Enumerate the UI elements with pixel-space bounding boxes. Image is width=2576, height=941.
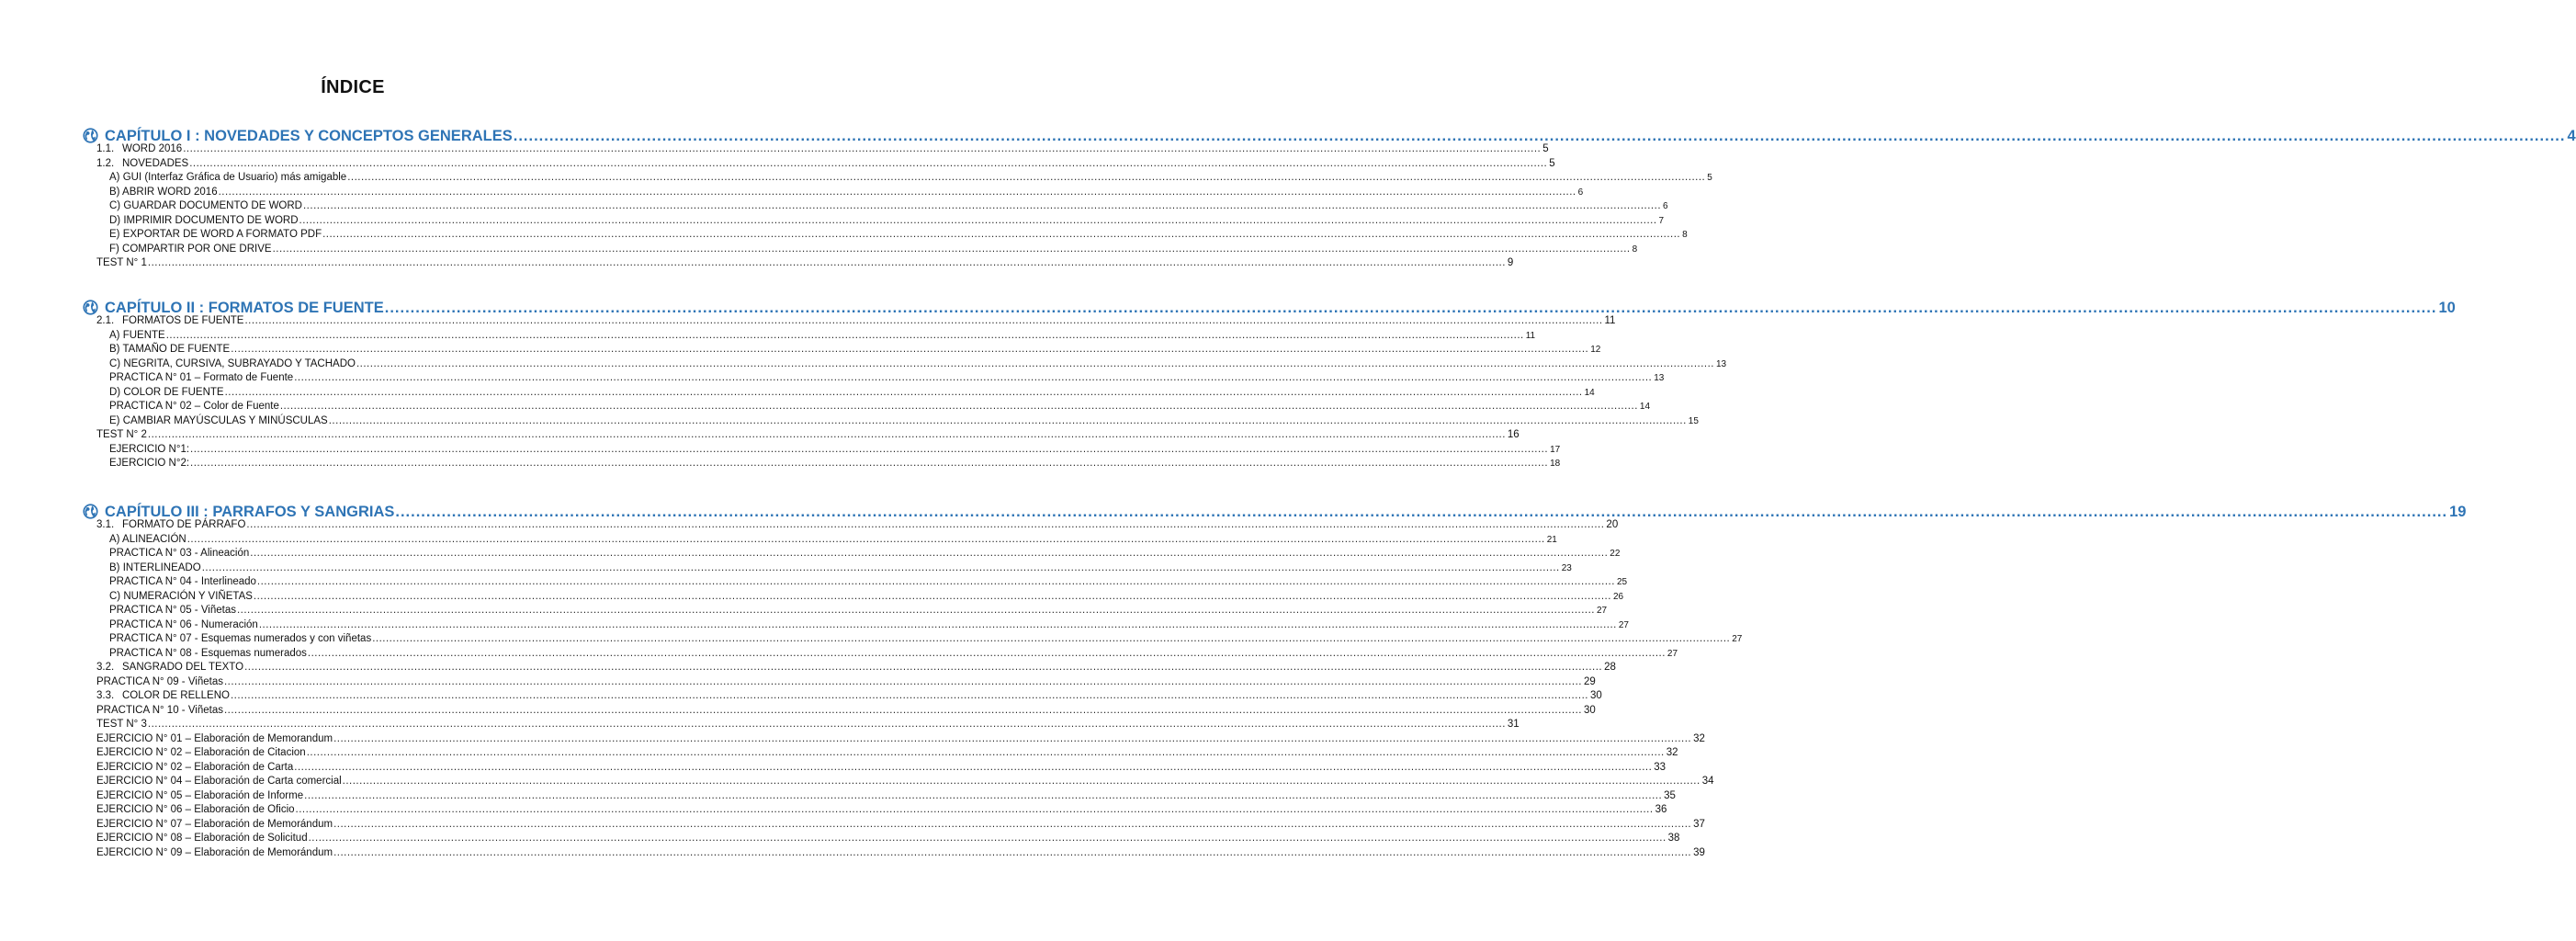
toc-entry[interactable] <box>96 846 1705 861</box>
toc-entry-label <box>109 215 299 226</box>
toc-entry[interactable] <box>109 443 1561 458</box>
toc-entry[interactable] <box>109 414 1699 429</box>
page-number: 11 <box>1525 330 1536 341</box>
toc-entry-text: EJERCICIO N° 07 – Elaboración de Memorándum <box>96 818 333 830</box>
toc-entry-text: EJERCICIO N° 02 – Elaboración de Carta <box>96 761 294 773</box>
toc-entry-label <box>109 591 253 602</box>
page-number: 16 <box>1507 429 1520 440</box>
toc-entry-text: PRACTICA N° 03 - Alineación <box>109 548 250 559</box>
toc-entry[interactable] <box>96 315 1616 329</box>
toc-entry-text: D) IMPRIMIR DOCUMENTO DE WORD <box>109 214 299 226</box>
dot-leader: ................................................................................................................................................................................................................................................................................................................................................................................................................ <box>342 776 1700 787</box>
toc-entry[interactable] <box>109 329 1536 344</box>
toc-entry[interactable] <box>109 647 1678 662</box>
page-number: 39 <box>1693 846 1705 858</box>
dot-leader: ................................................................................................................................................................................................................................................................................................................................................................................................................ <box>183 143 1542 154</box>
toc-entry-text: A) ALINEACIÓN <box>109 533 186 545</box>
toc-entry-label <box>96 676 223 687</box>
dot-leader: ................................................................................................................................................................................................................................................................................................................................................................................................................ <box>513 128 2566 144</box>
chapter-heading[interactable] <box>83 297 2456 317</box>
toc-entry[interactable] <box>109 605 1608 618</box>
toc-entry[interactable] <box>109 576 1628 590</box>
toc-entry[interactable] <box>109 372 1665 386</box>
toc-entry-label <box>96 747 306 758</box>
toc-entry[interactable] <box>96 257 1514 271</box>
globe-icon <box>83 128 98 143</box>
toc-entry-text: PRACTICA N° 08 - Esquemas numerados <box>109 647 307 659</box>
dot-leader: ................................................................................................................................................................................................................................................................................................................................................................................................................ <box>372 633 1731 644</box>
toc-entry-label <box>96 762 293 773</box>
toc-entry-label <box>109 648 307 659</box>
toc-entry-text: SANGRADO DEL TEXTO <box>122 662 244 673</box>
toc-entry-label <box>96 158 188 169</box>
dot-leader: ................................................................................................................................................................................................................................................................................................................................................................................................................ <box>190 458 1549 469</box>
toc-entry[interactable] <box>109 200 1668 214</box>
page-number: 11 <box>1604 315 1616 326</box>
dot-leader: ................................................................................................................................................................................................................................................................................................................................................................................................................ <box>223 704 1582 716</box>
page-number: 29 <box>1584 675 1596 687</box>
toc-entry[interactable] <box>109 548 1621 561</box>
section-number: 1.2. <box>96 157 115 169</box>
toc-entry[interactable] <box>109 633 1743 647</box>
chapter-title: CAPÍTULO III : PARRAFOS Y SANGRIAS <box>105 504 395 520</box>
page-number: 7 <box>1658 215 1665 226</box>
dot-leader: ................................................................................................................................................................................................................................................................................................................................................................................................................ <box>190 443 1549 455</box>
toc-entry-label <box>96 790 303 801</box>
page-number: 14 <box>1639 402 1651 412</box>
toc-entry-text: EJERCICIO N°1: <box>109 443 190 455</box>
dot-leader: ................................................................................................................................................................................................................................................................................................................................................................................................................ <box>272 243 1631 255</box>
toc-entry-text: FORMATOS DE FUENTE <box>122 315 244 326</box>
toc-entry[interactable] <box>109 386 1595 401</box>
page-number: 13 <box>1716 358 1727 369</box>
toc-entry-label <box>109 344 230 355</box>
toc-entry-text: E) EXPORTAR DE WORD A FORMATO PDF <box>109 229 322 240</box>
toc-entry-label <box>96 257 147 268</box>
dot-leader: ................................................................................................................................................................................................................................................................................................................................................................................................................ <box>246 519 1605 530</box>
page-number: 32 <box>1693 732 1705 744</box>
page-number: 35 <box>1664 789 1676 801</box>
toc-entry-text: EJERCICIO N° 01 – Elaboración de Memorandum <box>96 732 333 744</box>
page-title: ÍNDICE <box>321 77 385 97</box>
toc-entry-text: C) NEGRITA, CURSIVA, SUBRAYADO Y TACHADO <box>109 357 356 369</box>
toc-entry-text: B) INTERLINEADO <box>109 561 201 573</box>
toc-entry-label <box>109 548 249 559</box>
toc-entry[interactable] <box>109 214 1665 229</box>
section-number: 3.2. <box>96 662 115 673</box>
page-number: 22 <box>1610 549 1621 559</box>
toc-entry-label <box>109 387 224 398</box>
page-number: 18 <box>1550 459 1561 469</box>
page-number: 21 <box>1546 534 1557 545</box>
toc-entry[interactable] <box>96 519 1619 533</box>
toc-entry[interactable] <box>109 186 1584 200</box>
toc-entry-label <box>96 662 243 673</box>
toc-entry-label <box>96 690 230 701</box>
section-number: 3.1. <box>96 519 115 530</box>
toc-entry-text: D) COLOR DE FUENTE <box>109 386 224 398</box>
section-number: 2.1. <box>96 315 115 326</box>
toc-entry[interactable] <box>109 533 1557 548</box>
dot-leader: ................................................................................................................................................................................................................................................................................................................................................................................................................ <box>230 690 1588 701</box>
toc-entry[interactable] <box>96 157 1555 172</box>
page-number: 6 <box>1577 187 1584 198</box>
toc-entry[interactable] <box>96 732 1705 747</box>
page-number: 33 <box>1654 761 1666 773</box>
page-number: 12 <box>1590 345 1601 355</box>
page-number: 13 <box>1654 373 1665 383</box>
toc-entry-label <box>109 358 356 369</box>
toc-entry[interactable] <box>109 172 1712 186</box>
toc-entry-text: EJERCICIO N° 08 – Elaboración de Solicitud <box>96 833 308 844</box>
toc-entry-text: EJERCICIO N° 05 – Elaboración de Informe <box>96 789 304 801</box>
toc-entry-label <box>96 833 308 844</box>
toc-entry-label <box>109 244 272 255</box>
toc-entry[interactable] <box>96 776 1714 789</box>
page-number: 8 <box>1682 230 1688 240</box>
page-number: 34 <box>1701 776 1714 787</box>
toc-entry[interactable] <box>96 804 1667 818</box>
toc-entry-text: EJERCICIO N° 02 – Elaboración de Citacion <box>96 747 306 758</box>
dot-leader: ................................................................................................................................................................................................................................................................................................................................................................................................................ <box>308 833 1666 844</box>
toc-entry-label <box>109 444 189 455</box>
page-number: 17 <box>1550 444 1561 455</box>
page-number: 26 <box>1612 591 1624 602</box>
globe-icon <box>83 300 98 315</box>
section-number: 1.1. <box>96 143 115 154</box>
toc-entry-text: PRACTICA N° 02 – Color de Fuente <box>109 401 279 412</box>
dot-leader: ................................................................................................................................................................................................................................................................................................................................................................................................................ <box>294 761 1653 773</box>
globe-icon <box>83 504 98 519</box>
dot-leader: ................................................................................................................................................................................................................................................................................................................................................................................................................ <box>224 386 1583 398</box>
dot-leader: ................................................................................................................................................................................................................................................................................................................................................................................................................ <box>333 846 1692 858</box>
page-number: 37 <box>1693 818 1705 830</box>
toc-entry-label <box>109 562 201 573</box>
toc-entry-label <box>109 534 186 545</box>
toc-entry-label <box>96 429 147 440</box>
toc-entry[interactable] <box>96 675 1596 690</box>
page-number: 5 <box>1707 173 1712 183</box>
toc-entry[interactable] <box>96 789 1676 804</box>
page-number: 14 <box>1584 387 1595 398</box>
toc-entry-label <box>96 847 333 858</box>
dot-leader: ................................................................................................................................................................................................................................................................................................................................................................................................................ <box>294 372 1653 383</box>
page-number: 5 <box>1549 157 1555 169</box>
toc-entry[interactable] <box>96 747 1678 761</box>
toc-entry[interactable] <box>109 590 1624 605</box>
page-number: 9 <box>1507 257 1514 268</box>
toc-entry-text: EJERCICIO N° 06 – Elaboración de Oficio <box>96 804 295 815</box>
toc-entry[interactable] <box>96 704 1596 719</box>
dot-leader: ................................................................................................................................................................................................................................................................................................................................................................................................................ <box>333 818 1692 830</box>
toc-entry[interactable] <box>109 229 1688 243</box>
page-number: 27 <box>1732 634 1743 644</box>
dot-leader: ................................................................................................................................................................................................................................................................................................................................................................................................................ <box>250 548 1609 559</box>
toc-entry-text: NOVEDADES <box>122 157 189 169</box>
toc-entry-label <box>96 315 243 326</box>
toc-entry-text: EJERCICIO N° 09 – Elaboración de Memorándum <box>96 846 333 858</box>
page-number: 19 <box>2449 504 2467 520</box>
dot-leader: ................................................................................................................................................................................................................................................................................................................................................................................................................ <box>201 561 1560 573</box>
toc-entry-text: C) NUMERACIÓN Y VIÑETAS <box>109 590 253 602</box>
dot-leader: ................................................................................................................................................................................................................................................................................................................................................................................................................ <box>306 747 1665 758</box>
toc-entry-text: B) ABRIR WORD 2016 <box>109 186 218 198</box>
toc-entry-label <box>109 200 302 211</box>
toc-entry-text: PRACTICA N° 05 - Viñetas <box>109 605 236 616</box>
dot-leader: ................................................................................................................................................................................................................................................................................................................................................................................................................ <box>328 414 1687 426</box>
page-number: 38 <box>1667 833 1680 844</box>
toc-entry-text: E) CAMBIAR MAYÚSCULAS Y MINÚSCULAS <box>109 414 328 426</box>
dot-leader: ................................................................................................................................................................................................................................................................................................................................................................................................................ <box>395 504 2448 520</box>
dot-leader: ................................................................................................................................................................................................................................................................................................................................................................................................................ <box>147 429 1506 440</box>
toc-entry-label <box>109 458 189 469</box>
toc-entry[interactable] <box>96 761 1666 776</box>
toc-entry[interactable] <box>109 458 1561 471</box>
toc-entry-label <box>96 804 295 815</box>
chapter-heading[interactable] <box>83 501 2467 521</box>
dot-leader: ................................................................................................................................................................................................................................................................................................................................................................................................................ <box>304 789 1663 801</box>
toc-entry[interactable] <box>109 401 1651 414</box>
page-number: 31 <box>1507 719 1520 730</box>
page-number: 23 <box>1561 562 1572 573</box>
toc-entry-text: B) TAMAÑO DE FUENTE <box>109 344 231 355</box>
toc-entry-label <box>96 705 223 716</box>
page-number: 27 <box>1666 648 1678 659</box>
page-number: 27 <box>1618 619 1629 630</box>
dot-leader: ................................................................................................................................................................................................................................................................................................................................................................................................................ <box>223 675 1582 687</box>
page-number: 30 <box>1589 690 1602 701</box>
page-number: 10 <box>2438 300 2456 316</box>
dot-leader: ................................................................................................................................................................................................................................................................................................................................................................................................................ <box>147 257 1506 268</box>
toc-entry[interactable] <box>109 243 1638 257</box>
toc-entry-text: WORD 2016 <box>122 143 183 154</box>
toc-entry-label <box>109 401 279 412</box>
dot-leader: ................................................................................................................................................................................................................................................................................................................................................................................................................ <box>279 401 1638 412</box>
chapter-title: CAPÍTULO I : NOVEDADES Y CONCEPTOS GENERALES <box>105 128 513 144</box>
toc-entry-text: COLOR DE RELLENO <box>122 690 230 701</box>
toc-entry-text: C) GUARDAR DOCUMENTO DE WORD <box>109 200 302 211</box>
chapter-title: CAPÍTULO II : FORMATOS DE FUENTE <box>105 300 384 316</box>
toc-entry-text: TEST N° 1 <box>96 257 147 268</box>
toc-entry-text: PRACTICA N° 10 - Viñetas <box>96 704 223 716</box>
page-number: 20 <box>1606 519 1619 530</box>
toc-entry-label <box>96 733 333 744</box>
toc-entry-text: PRACTICA N° 06 - Numeración <box>109 618 258 630</box>
toc-entry[interactable] <box>96 429 1520 443</box>
toc-entry-text: PRACTICA N° 07 - Esquemas numerados y con viñetas <box>109 633 372 644</box>
toc-entry[interactable] <box>96 833 1680 846</box>
section-number: 3.3. <box>96 690 115 701</box>
toc-entry-text: A) GUI (Interfaz Gráfica de Usuario) más amigable <box>109 172 347 183</box>
toc-entry-text: PRACTICA N° 09 - Viñetas <box>96 675 223 687</box>
toc-entry-label <box>109 372 293 383</box>
dot-leader: ................................................................................................................................................................................................................................................................................................................................................................................................................ <box>165 329 1524 341</box>
page-number: 25 <box>1616 577 1628 587</box>
dot-leader: ................................................................................................................................................................................................................................................................................................................................................................................................................ <box>356 357 1714 369</box>
toc-entry[interactable] <box>109 618 1629 633</box>
dot-leader: ................................................................................................................................................................................................................................................................................................................................................................................................................ <box>299 214 1657 226</box>
toc-entry[interactable] <box>109 344 1601 357</box>
toc-entry-text: F) COMPARTIR POR ONE DRIVE <box>109 243 272 255</box>
toc-entry-label <box>109 229 322 240</box>
dot-leader: ................................................................................................................................................................................................................................................................................................................................................................................................................ <box>253 590 1611 602</box>
dot-leader: ................................................................................................................................................................................................................................................................................................................................................................................................................ <box>189 157 1548 169</box>
page-number: 32 <box>1666 747 1678 758</box>
toc-entry-label <box>109 187 218 198</box>
page-number: 15 <box>1688 415 1699 426</box>
chapter-heading[interactable] <box>83 125 2576 145</box>
page-number: 36 <box>1655 804 1667 815</box>
toc-entry-text: PRACTICA N° 01 – Formato de Fuente <box>109 372 294 383</box>
toc-entry-label <box>109 633 371 644</box>
page-number: 28 <box>1604 662 1616 673</box>
page-number: 5 <box>1542 143 1549 154</box>
dot-leader: ................................................................................................................................................................................................................................................................................................................................................................................................................ <box>322 229 1681 240</box>
dot-leader: ................................................................................................................................................................................................................................................................................................................................................................................................................ <box>295 804 1654 815</box>
toc-entry-label <box>109 576 256 587</box>
dot-leader: ................................................................................................................................................................................................................................................................................................................................................................................................................ <box>302 200 1662 211</box>
toc-entry[interactable] <box>96 690 1602 704</box>
dot-leader: ................................................................................................................................................................................................................................................................................................................................................................................................................ <box>347 172 1706 183</box>
dot-leader: ................................................................................................................................................................................................................................................................................................................................................................................................................ <box>258 618 1617 630</box>
dot-leader: ................................................................................................................................................................................................................................................................................................................................................................................................................ <box>231 344 1589 355</box>
toc-entry-label <box>96 519 245 530</box>
dot-leader: ................................................................................................................................................................................................................................................................................................................................................................................................................ <box>186 533 1545 545</box>
toc-entry-label <box>96 776 342 787</box>
toc-entry-label <box>109 172 346 183</box>
toc-entry-text: A) FUENTE <box>109 329 165 341</box>
dot-leader: ................................................................................................................................................................................................................................................................................................................................................................................................................ <box>244 662 1603 673</box>
dot-leader: ................................................................................................................................................................................................................................................................................................................................................................................................................ <box>256 576 1615 587</box>
page-number: 6 <box>1663 201 1668 211</box>
page-number: 4 <box>2567 128 2576 144</box>
toc-entry-label <box>96 819 333 830</box>
toc-entry[interactable] <box>96 818 1705 833</box>
toc-entry[interactable] <box>109 561 1572 576</box>
toc-entry-text: TEST N° 2 <box>96 429 147 440</box>
toc-entry-label <box>109 619 258 630</box>
dot-leader: ................................................................................................................................................................................................................................................................................................................................................................................................................ <box>307 647 1666 659</box>
page-number: 8 <box>1632 244 1638 255</box>
toc-entry[interactable] <box>96 143 1549 157</box>
dot-leader: ................................................................................................................................................................................................................................................................................................................................................................................................................ <box>218 186 1576 198</box>
toc-entry-text: FORMATO DE PÁRRAFO <box>122 519 246 530</box>
page-number: 27 <box>1597 606 1608 616</box>
toc-entry-text: PRACTICA N° 04 - Interlineado <box>109 576 256 587</box>
toc-entry-text: EJERCICIO N°2: <box>109 458 190 469</box>
toc-entry-label <box>96 719 147 730</box>
toc-entry-label <box>96 143 182 154</box>
dot-leader: ................................................................................................................................................................................................................................................................................................................................................................................................................ <box>333 732 1692 744</box>
page-number: 30 <box>1584 704 1596 716</box>
toc-entry[interactable] <box>96 662 1616 675</box>
toc-entry[interactable] <box>109 357 1727 372</box>
toc-entry-label <box>109 415 328 426</box>
toc-entry-text: TEST N° 3 <box>96 719 147 730</box>
toc-entry-label <box>109 330 165 341</box>
dot-leader: ................................................................................................................................................................................................................................................................................................................................................................................................................ <box>384 300 2437 316</box>
dot-leader: ................................................................................................................................................................................................................................................................................................................................................................................................................ <box>147 719 1506 730</box>
dot-leader: ................................................................................................................................................................................................................................................................................................................................................................................................................ <box>236 605 1595 616</box>
toc-entry[interactable] <box>96 719 1520 732</box>
toc-entry-label <box>109 605 236 616</box>
toc-entry-text: EJERCICIO N° 04 – Elaboración de Carta comercial <box>96 776 342 787</box>
dot-leader: ................................................................................................................................................................................................................................................................................................................................................................................................................ <box>244 315 1603 326</box>
